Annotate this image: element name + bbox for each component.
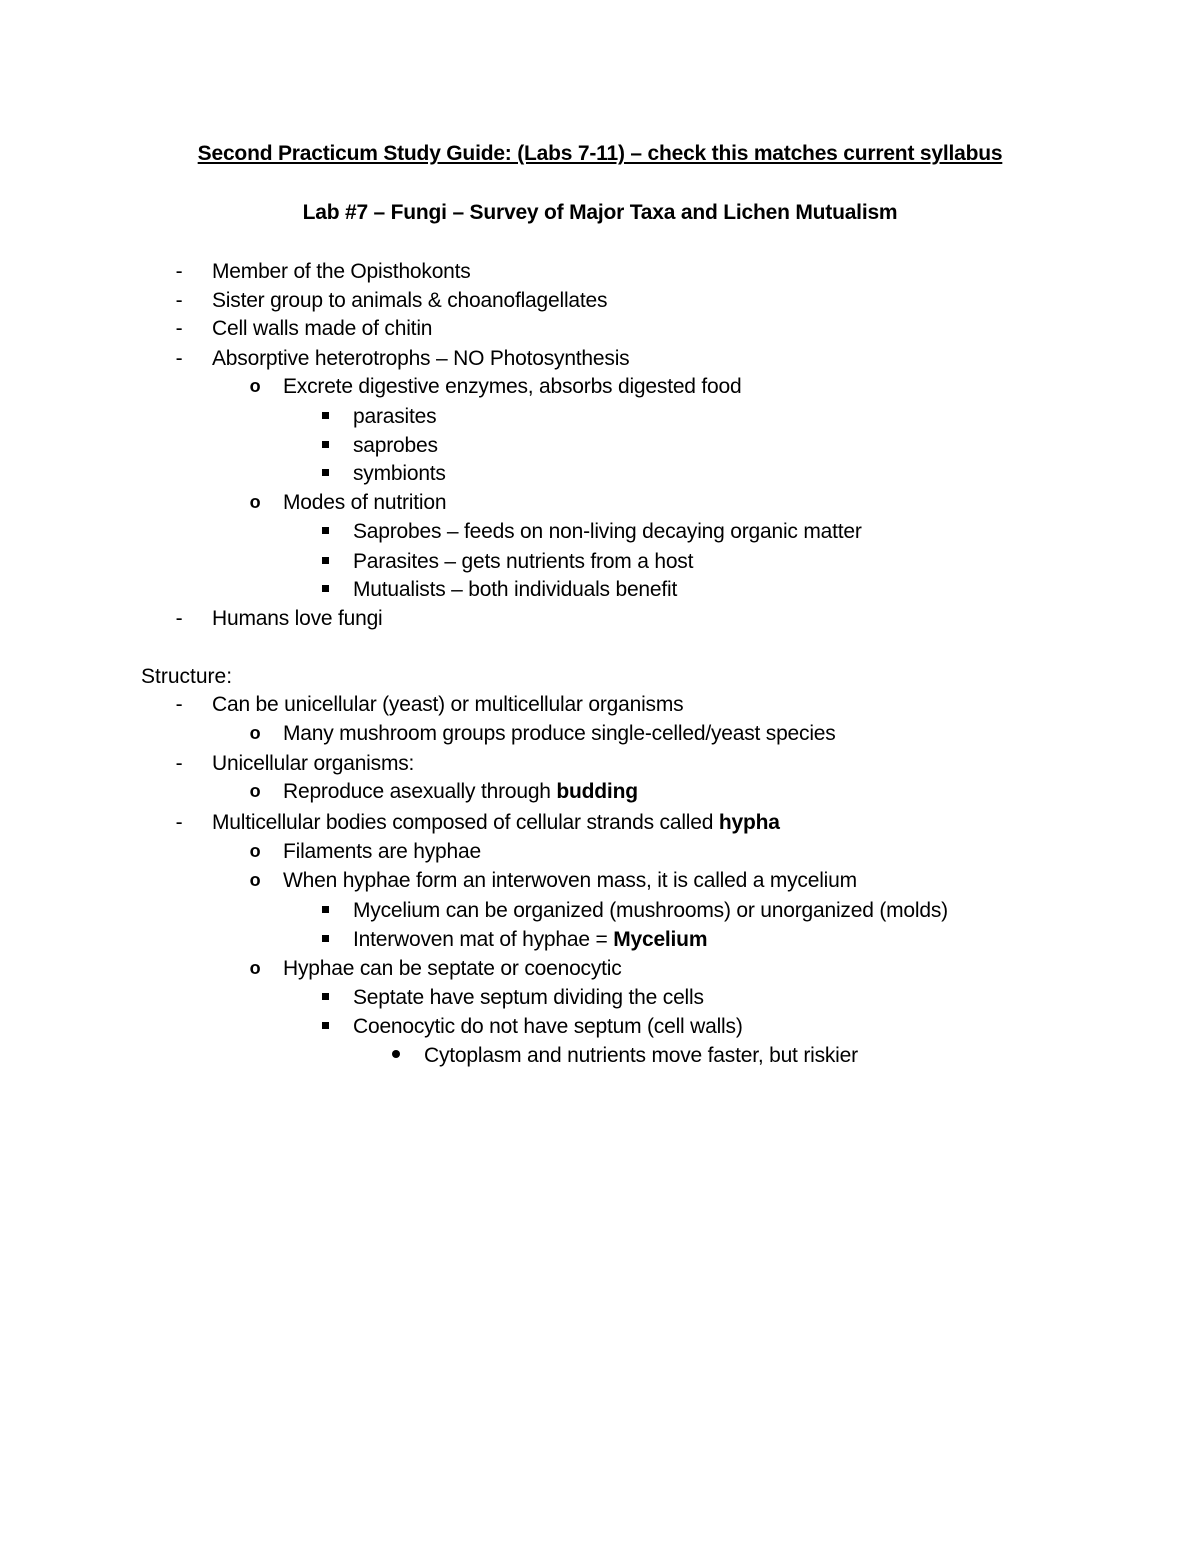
square-bullet-icon [318, 459, 332, 488]
list-item-text: Can be unicellular (yeast) or multicellular organisms [212, 693, 684, 716]
list-item-text: Humans love fungi [212, 607, 383, 630]
circle-bullet-icon: o [249, 723, 261, 743]
square-bullet-icon [318, 517, 332, 546]
list-item-text: Cytoplasm and nutrients move faster, but riskier [424, 1044, 858, 1067]
list-item-text: Filaments are hyphae [283, 840, 481, 863]
list-item-text: parasites [353, 405, 437, 428]
list-item-text: Mutualists – both individuals benefit [353, 578, 678, 601]
list-item-text: Septate have septum dividing the cells [353, 986, 704, 1009]
square-bullet-icon [318, 925, 332, 954]
list-item-text: Absorptive heterotrophs – NO Photosynthesis [212, 347, 630, 370]
dash-bullet-icon [172, 314, 186, 343]
list-item-text: When hyphae form an interwoven mass, it is called a mycelium [283, 869, 857, 892]
circle-bullet-icon: o [249, 841, 261, 861]
list-item-text: Parasites – gets nutrients from a host [353, 550, 694, 573]
square-bullet-icon [318, 431, 332, 460]
list-item-text: Many mushroom groups produce single-celled/yeast species [283, 722, 836, 745]
dash-bullet-icon [172, 690, 186, 719]
list-item-text: Cell walls made of chitin [212, 317, 433, 340]
square-bullet-icon [318, 575, 332, 604]
list-item-text: Sister group to animals & choanoflagellates [212, 289, 608, 312]
list-item-text: Mycelium can be organized (mushrooms) or unorganized (molds) [353, 899, 948, 922]
circle-bullet-icon: o [249, 870, 261, 890]
square-bullet-icon [318, 547, 332, 576]
circle-bullet-icon: o [249, 492, 261, 512]
circle-bullet-icon: o [249, 376, 261, 396]
list-item-text: Saprobes – feeds on non-living decaying organic matter [353, 520, 862, 543]
circle-bullet-icon: o [249, 781, 261, 801]
list-item-text: saprobes [353, 434, 438, 457]
list-item-text: Reproduce asexually through budding [283, 780, 638, 803]
list-item-text: Unicellular organisms: [212, 752, 415, 775]
list-item-text: Coenocytic do not have septum (cell walls) [353, 1015, 743, 1038]
dash-bullet-icon [172, 808, 186, 837]
list-item-text: Interwoven mat of hyphae = Mycelium [353, 928, 708, 951]
square-bullet-icon [318, 983, 332, 1012]
list-item-text: symbionts [353, 462, 446, 485]
list-item-text: Modes of nutrition [283, 491, 447, 514]
dash-bullet-icon [172, 749, 186, 778]
list-item-text: Excrete digestive enzymes, absorbs digested food [283, 375, 742, 398]
lab-heading: Lab #7 – Fungi – Survey of Major Taxa and Lichen Mutualism [302, 201, 898, 224]
circle-bullet-icon: o [249, 958, 261, 978]
structure-heading: Structure: [141, 665, 233, 688]
list-item-text: Multicellular bodies composed of cellular strands called hypha [212, 811, 780, 834]
square-bullet-icon [318, 896, 332, 925]
page-title: Second Practicum Study Guide: (Labs 7-11) – check this matches current syllabus [197, 142, 1003, 165]
list-item-text: Hyphae can be septate or coenocytic [283, 957, 622, 980]
dash-bullet-icon [172, 286, 186, 315]
square-bullet-icon [318, 402, 332, 431]
dash-bullet-icon [172, 344, 186, 373]
dash-bullet-icon [172, 604, 186, 633]
dash-bullet-icon [172, 257, 186, 286]
square-bullet-icon [318, 1012, 332, 1041]
dot-bullet-icon [389, 1041, 403, 1070]
list-item-text: Member of the Opisthokonts [212, 260, 471, 283]
